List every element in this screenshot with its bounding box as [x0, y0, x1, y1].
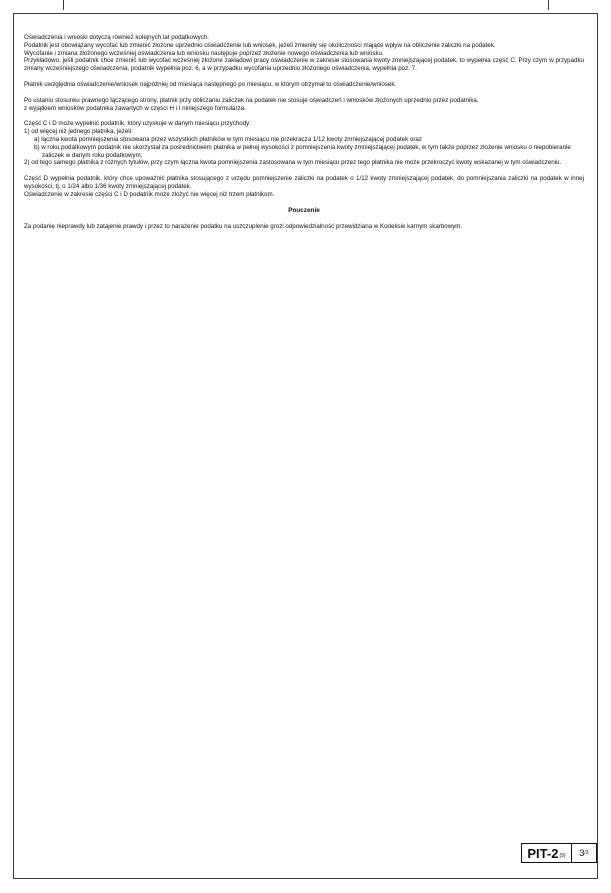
top-left-crop-mark	[63, 0, 64, 10]
paragraph-line: Płatnik uwzględnia oświadczenie/wniosek najpóźniej od miesiąca następnego po miesiącu, w którym otrzymał to oświadczenie/wniosek.	[24, 80, 397, 88]
section-payer-consideration	[24, 81, 584, 89]
paragraph-line: Podatnik jest obowiązany wycofać lub zmienić złożone uprzednio oświadczenie lub wniosek, jeżeli zmieniły się okoliczności mające wpływ na obliczenie zaliczki na podatek.	[24, 41, 496, 49]
paragraph-line: Część D wypełnia podatnik, który chce upoważnić płatnika stosującego z urzędu pomniejszenie zaliczki na podatek o 1/12 kwoty zmniejszającej podatek, do pomniejszania zaliczki na podatek w innej wysokości, tj. o 1/24 albo 1/36 kwoty zmniejszającej podatek.	[24, 175, 584, 190]
section-parts-c-d-eligibility	[24, 120, 584, 167]
paragraph-line: z wyjątkiem wniosków podatnika zawartych w części H i I niniejszego formularza.	[24, 104, 246, 112]
form-code: PIT-2	[527, 846, 559, 861]
paragraph-line: Po ustaniu stosunku prawnego łączącego strony, płatnik przy obliczaniu zaliczek na podatek nie stosuje oświadczeń i wniosków złożonych uprzednio przez podatnika,	[24, 96, 479, 104]
section-part-d	[24, 175, 584, 198]
page-current: 3	[579, 848, 585, 858]
form-identifier-box	[521, 843, 597, 863]
top-right-crop-mark	[548, 0, 549, 10]
form-version: (9)	[559, 853, 566, 859]
section-termination	[24, 97, 584, 113]
paragraph-line: Wycofanie i zmiana złożonego wcześniej oświadczenia lub wniosku następuje poprzez złożenie nowego oświadczenia lub wniosku.	[24, 49, 384, 57]
list-item: 2) od tego samego płatnika z różnych tytułów, przy czym łączna kwota pomniejszenia zastosowana w tym miesiącu przez tego płatnika nie może przekroczyć kwoty wskazanej w tym oświadczeniu.	[24, 159, 562, 167]
page-total: /3	[584, 850, 589, 856]
paragraph-line: Oświadczenie w zakresie części C i D podatnik może złożyć nie więcej niż trzem płatnikom.	[24, 190, 275, 198]
form-code-cell	[522, 844, 572, 862]
paragraph-line: Za podanie nieprawdy lub zatajenie prawdy i przez to narażenie podatku na uszczuplenie grozi odpowiedzialność przewidziana w Kodeksie karnym skarbowym.	[24, 222, 463, 230]
list-item: b) w roku podatkowym podatnik nie skorzystał za pośrednictwem płatnika w pełnej wysokości z pomniejszenia kwoty zmniejszającej podatek, w tym także poprzez złożenie wniosku o niepobieranie zaliczek w danym roku podatkowym;	[34, 143, 571, 159]
instructions-content	[24, 34, 584, 230]
pouczenie-heading: Pouczenie	[288, 206, 320, 214]
list-item: a) łączna kwota pomniejszenia stosowana przez wszystkich płatników w tym miesiącu nie przekracza 1/12 kwoty zmniejszającej podatek oraz	[34, 135, 422, 143]
page-number	[572, 844, 596, 862]
paragraph-line: Oświadczenia i wnioski dotyczą również kolejnych lat podatkowych.	[24, 34, 210, 41]
paragraph-line: Przykładowo, jeśli podatnik chce zmienić lub wycofać wcześniej złożone zakładowi pracy oświadczenie w zakresie stosowania kwoty zmniejszającej podatek, to wypełnia część C. Przy czym w przypadku zmiany wcześniejszego oświadczenia, podatnik wypełnia poz. 6, a w przypadku wycofania uprzednio złożonego oświadczenia, wypełnia poz. 7.	[24, 57, 584, 73]
section-pouczenie	[24, 223, 584, 231]
section-statements-validity	[24, 34, 584, 73]
list-item: 1) od więcej niż jednego płatnika, jeżeli:	[24, 128, 133, 136]
paragraph-line: Część C i D może wypełnić podatnik, który uzyskuje w danym miesiącu przychody:	[24, 120, 251, 128]
